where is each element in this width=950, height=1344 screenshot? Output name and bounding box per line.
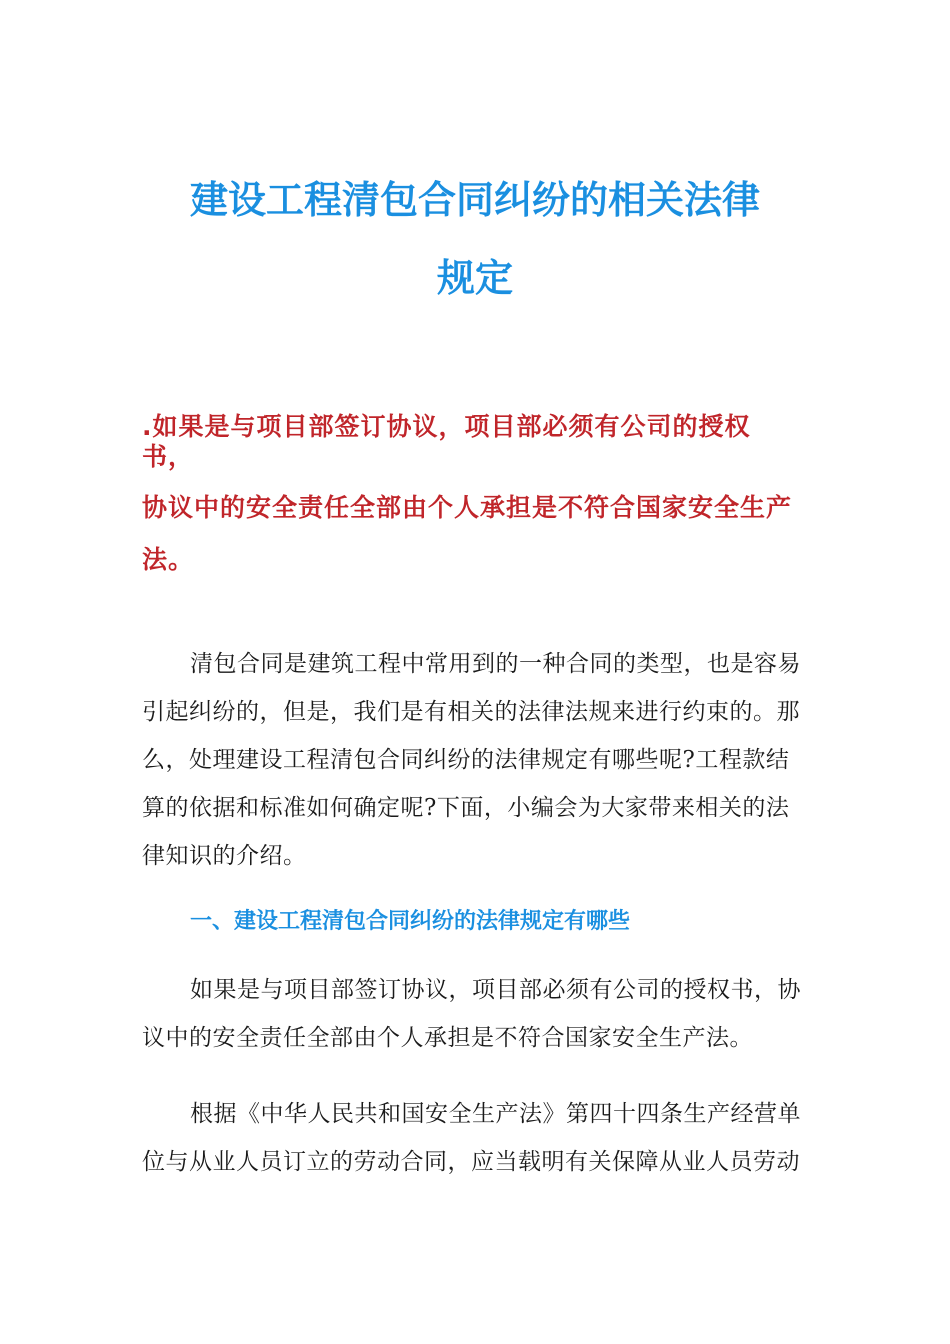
highlight-line-1: .如果是与项目部签订协议，项目部必须有公司的授权: [142, 412, 751, 441]
paragraph-line: 算的依据和标准如何确定呢?下面，小编会为大家带来相关的法: [142, 795, 790, 821]
highlight-line-2: 书，: [142, 442, 195, 471]
document-title-line-2: 规定: [436, 256, 513, 300]
paragraph-line: 位与从业人员订立的劳动合同，应当载明有关保障从业人员劳动: [142, 1149, 800, 1175]
body-paragraph-2: [142, 966, 822, 1062]
highlight-line-4: 法。: [142, 545, 195, 574]
intro-paragraph: [142, 640, 822, 880]
paragraph-line: 清包合同是建筑工程中常用到的一种合同的类型，也是容易: [190, 651, 801, 677]
document-title-line-1: 建设工程清包合同纠纷的相关法律: [189, 178, 760, 222]
paragraph-line: 律知识的介绍。: [142, 843, 307, 869]
section-heading-1: 一、建设工程清包合同纠纷的法律规定有哪些: [190, 909, 631, 934]
body-paragraph-3: [142, 1090, 822, 1186]
paragraph-line: 议中的安全责任全部由个人承担是不符合国家安全生产法。: [142, 1025, 753, 1051]
paragraph-line: 如果是与项目部签订协议，项目部必须有公司的授权书，协: [190, 977, 801, 1003]
highlight-line-3: 协议中的安全责任全部由个人承担是不符合国家安全生产: [142, 493, 793, 522]
paragraph-line: 根据《中华人民共和国安全生产法》第四十四条生产经营单: [190, 1101, 801, 1127]
paragraph-line: 引起纠纷的，但是，我们是有相关的法律法规来进行约束的。那: [142, 699, 800, 725]
paragraph-line: 么，处理建设工程清包合同纠纷的法律规定有哪些呢?工程款结: [142, 747, 790, 773]
